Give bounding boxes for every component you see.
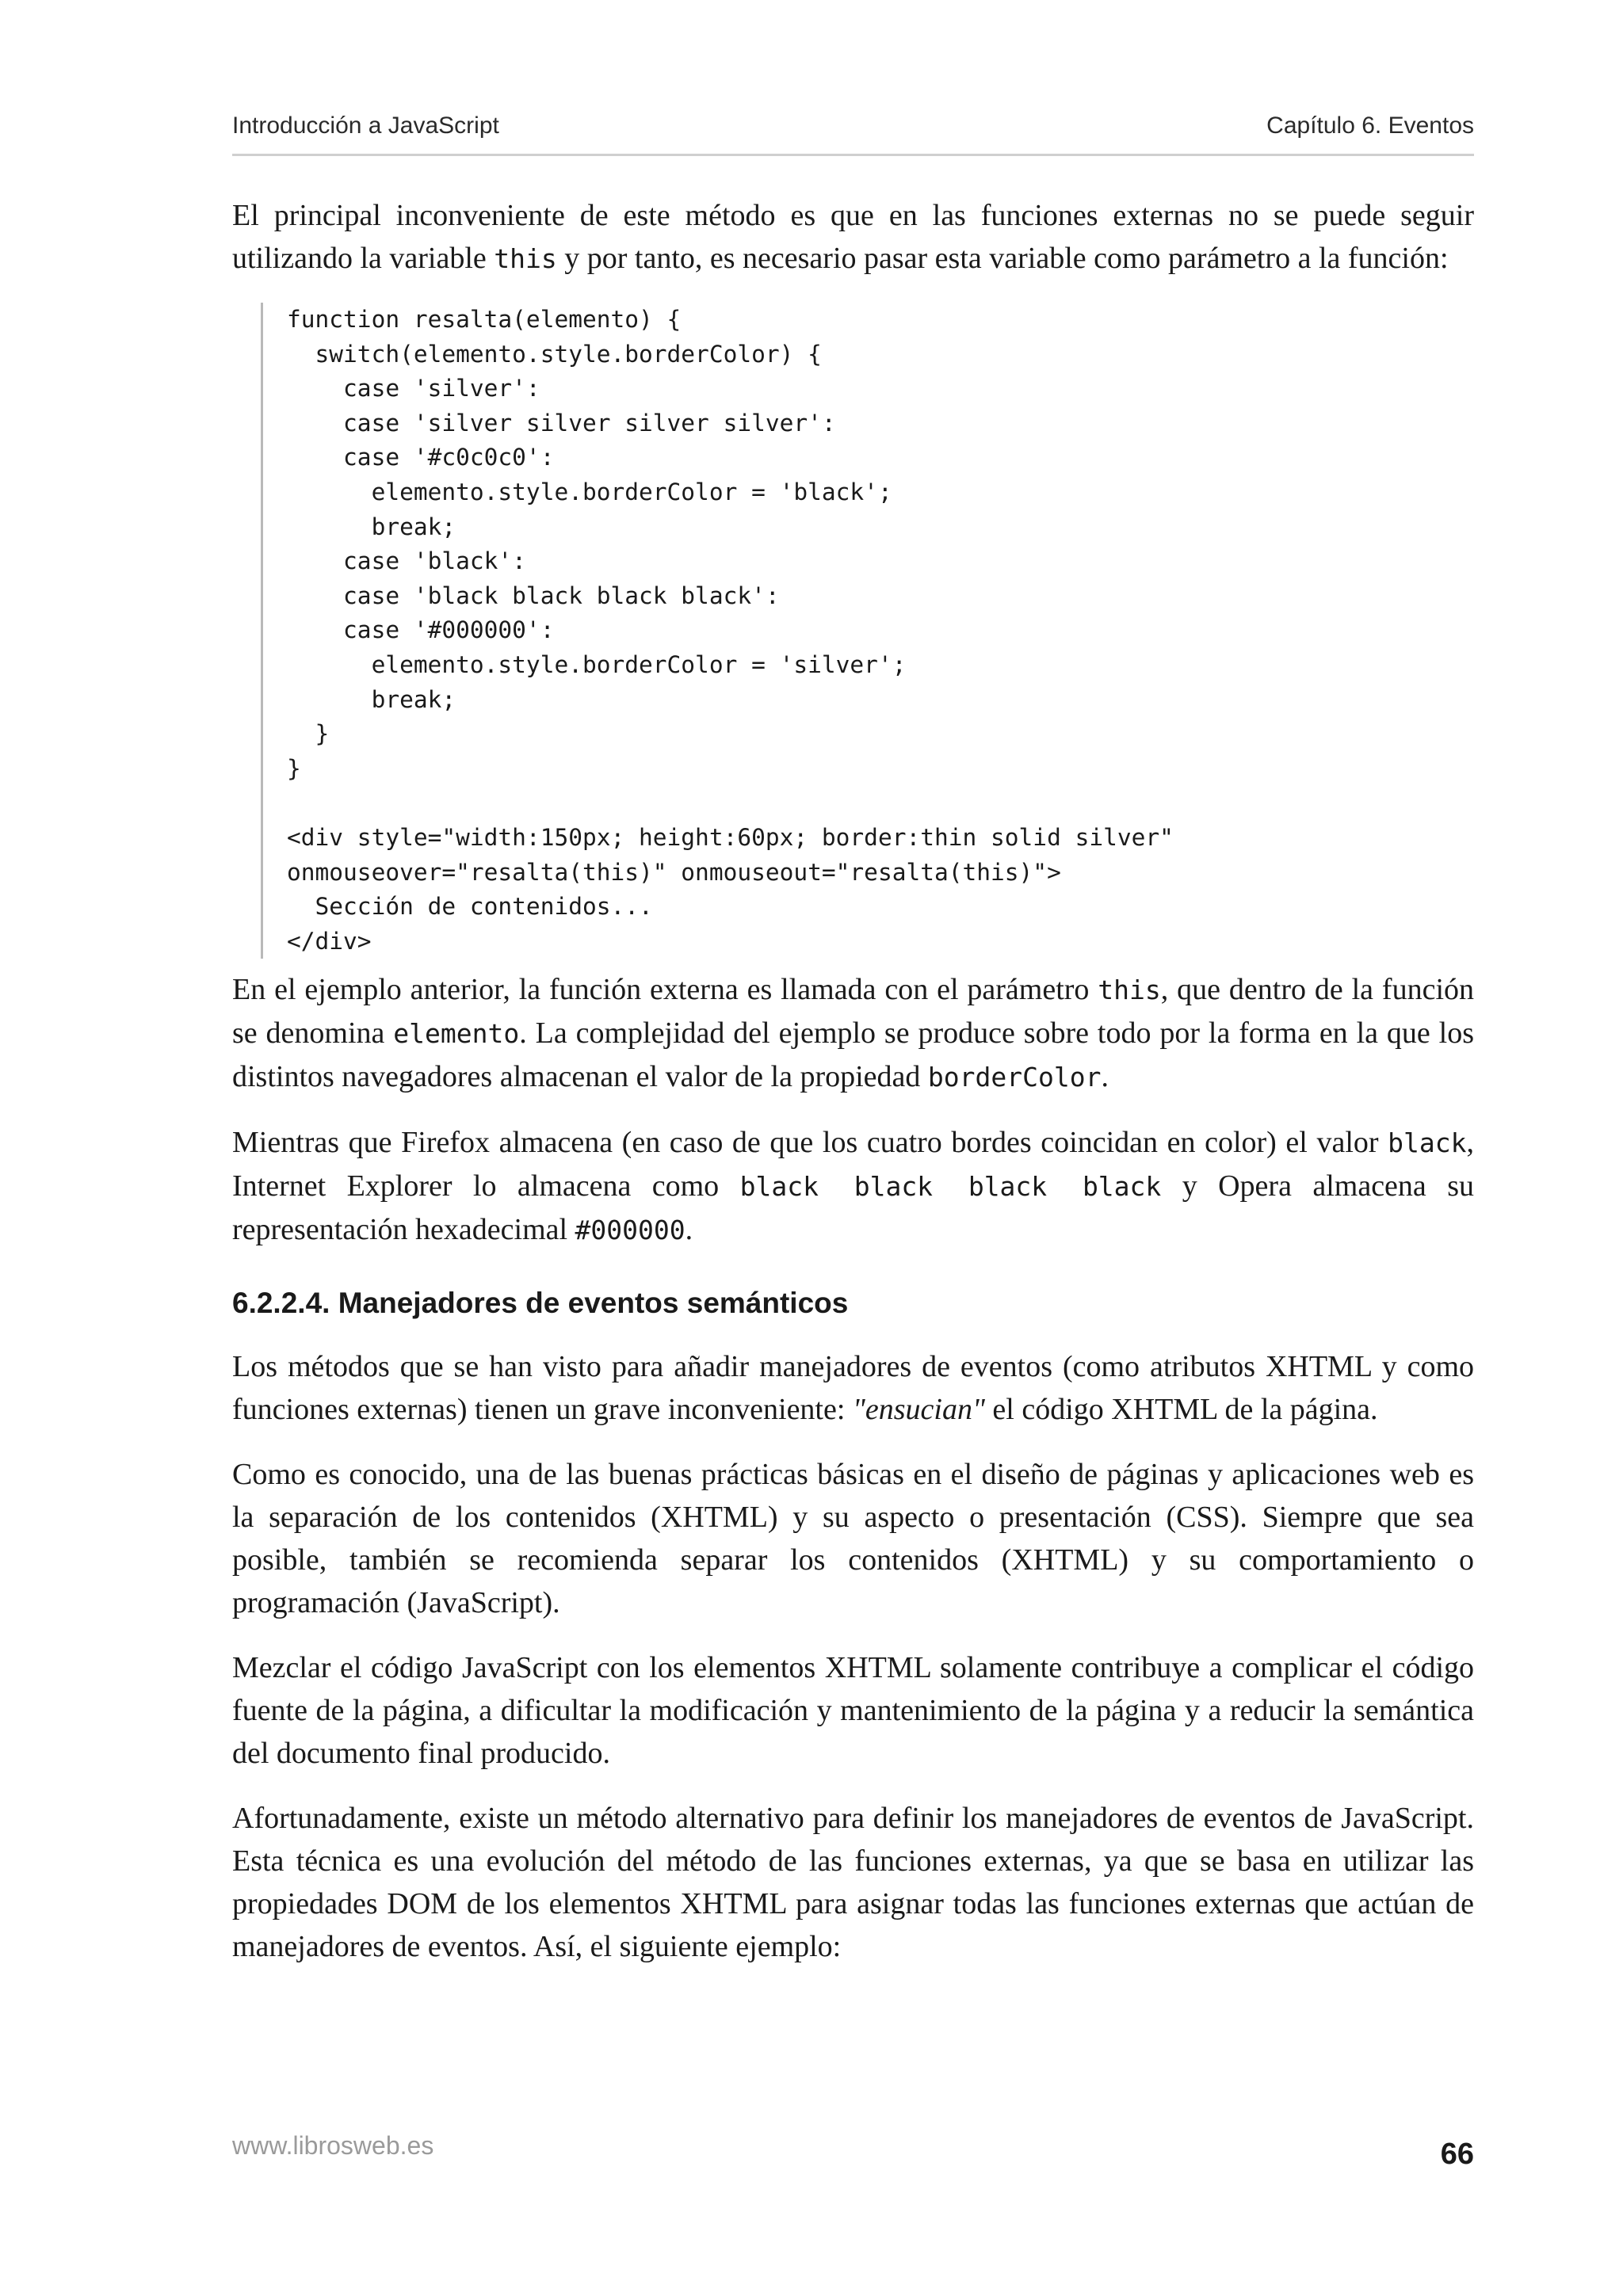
paragraph-best-practices: Como es conocido, una de las buenas prácticas básicas en el diseño de páginas y aplicaciones web es la separación de los contenidos (XHTML) y su aspecto o presentación (CSS). Siempre que sea posible, también se recomienda separar los contenidos (XHTML) y su comportamiento o programación (JavaScript).: [232, 1458, 1474, 1620]
text-run: El principal inconveniente de este método es que en las funciones externas no se puede seguir utilizando la variable: [232, 199, 1474, 275]
inline-code: elemento: [393, 1018, 520, 1050]
text-run: En el ejemplo anterior, la función externa es llamada con el parámetro: [232, 973, 1098, 1007]
paragraph-browsers: [232, 1121, 1474, 1252]
header-chapter-title: Capítulo 6. Eventos: [1266, 113, 1474, 139]
paragraph-methods: [232, 1345, 1474, 1431]
page-content: [232, 194, 1474, 1990]
page-number: 66: [1440, 2138, 1474, 2171]
inline-code: black: [1388, 1127, 1467, 1159]
paragraph-intro: [232, 194, 1474, 280]
paragraph-alternative: Afortunadamente, existe un método alternativo para definir los manejadores de eventos de JavaScript. Esta técnica es una evolución del método de las funciones externas, ya que se basa en utilizar las propiedades DOM de los elementos XHTML para asignar todas las funciones externas que actúan de manejadores de eventos. Así, el siguiente ejemplo:: [232, 1802, 1474, 1964]
inline-code: borderColor: [927, 1062, 1102, 1093]
text-run: . La complejidad del ejemplo se produce sobre todo por la forma en la que los distintos navegadores almacenan el valor de la propiedad: [232, 1016, 1474, 1094]
text-run: , que dentro de la función se denomina: [232, 973, 1474, 1051]
section-heading: 6.2.2.4. Manejadores de eventos semánticos: [232, 1287, 849, 1320]
text-run: , Internet Explorer lo almacena como: [232, 1126, 1474, 1203]
page-header: [232, 109, 1474, 156]
inline-code: black black black black: [739, 1171, 1162, 1203]
text-run: y por tanto, es necesario pasar esta variable como parámetro a la función:: [556, 242, 1449, 275]
emphasis: "ensucian": [852, 1393, 985, 1427]
paragraph-explanation: [232, 968, 1474, 1099]
text-run: .: [1101, 1060, 1109, 1094]
code-block: function resalta(elemento) { switch(elemento.style.borderColor) { case 'silver': case 'silver silver silver silver': case '#c0c0c0': elemento.style.borderColor = 'black'; break; case 'black': case 'black black black black': case '#000000': elemento.style.borderColor = 'silver'; break; } } <div style="width:150px; height:60px; border:thin solid silver" onmouseover="resalta(this)" onmouseout="resalta(this)"> Sección de contenidos... </div>: [261, 303, 1474, 959]
text-run: Mientras que Firefox almacena (en caso de que los cuatro bordes coincidan en color) el valor: [232, 1126, 1388, 1160]
paragraph-mixing: Mezclar el código JavaScript con los elementos XHTML solamente contribuye a complicar el código fuente de la página, a dificultar la modificación y mantenimiento de la página y a reducir la semántica del documento final producido.: [232, 1651, 1474, 1771]
text-run: Los métodos que se han visto para añadir manejadores de eventos (como atributos XHTML y como funciones externas) tienen un grave inconveniente:: [232, 1350, 1474, 1427]
text-run: y Opera almacena su representación hexadecimal: [232, 1169, 1474, 1247]
inline-code: #000000: [575, 1215, 685, 1246]
footer-url: www.librosweb.es: [232, 2131, 434, 2160]
text-run: .: [685, 1213, 693, 1247]
inline-code: this: [494, 243, 557, 274]
header-book-title: Introducción a JavaScript: [232, 113, 499, 139]
text-run: el código XHTML de la página.: [984, 1393, 1378, 1427]
inline-code: this: [1098, 974, 1161, 1006]
